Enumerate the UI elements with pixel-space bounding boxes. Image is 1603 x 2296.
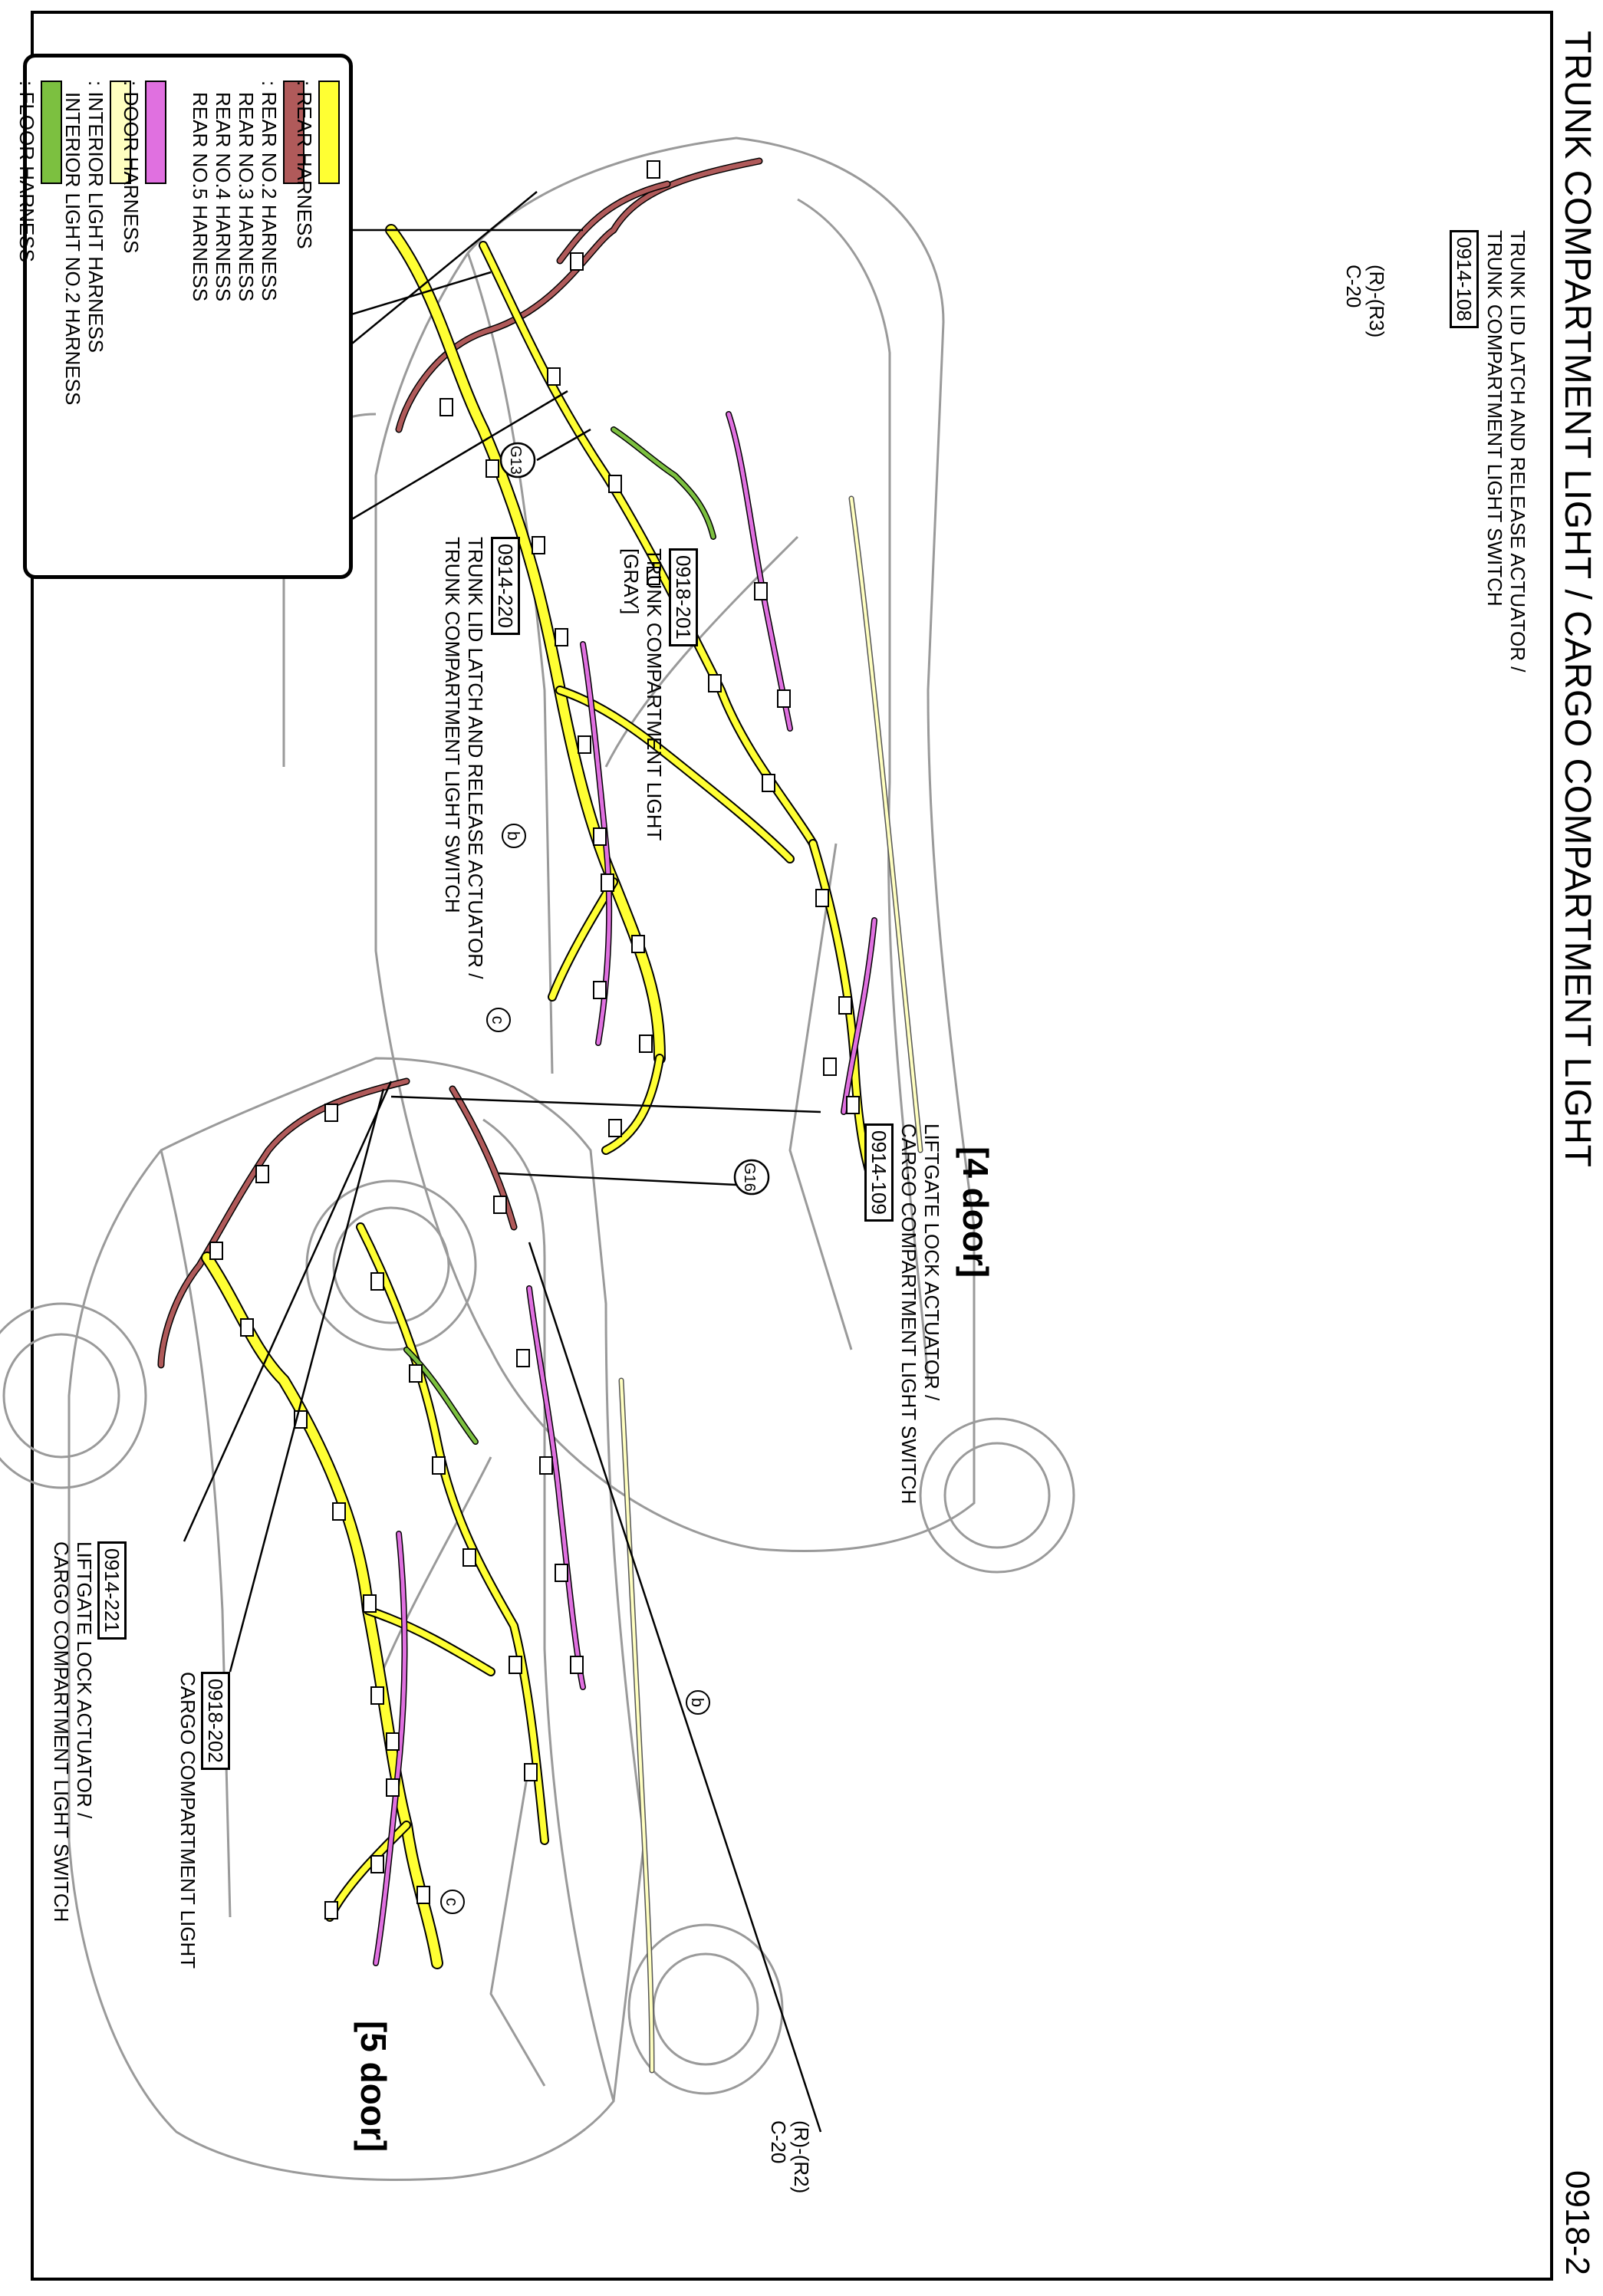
car-body-4door — [284, 138, 1074, 1572]
callout-code-0918-202: 0918-202 — [201, 1672, 230, 1770]
callout-text-0914-109: LIFTGATE LOCK ACTUATOR / CARGO COMPARTMENT LIGHT SWITCH — [897, 1123, 943, 1505]
callout-text-0918-201: TRUNK COMPARTMENT LIGHT [GRAY] — [620, 548, 666, 841]
marker-c-4door: c — [489, 1015, 508, 1025]
callout-code-0918-201: 0918-201 — [669, 548, 698, 646]
callout-text-0914-108: TRUNK LID LATCH AND RELEASE ACTUATOR / TRUNK COMPARTMENT LIGHT SWITCH — [1483, 230, 1529, 673]
legend-label-floor: : FLOOR HARNESS — [15, 81, 38, 262]
legend-label-rear-no3: REAR NO.3 HARNESS — [235, 92, 258, 302]
heading-5-door: [5 door] — [354, 2021, 393, 2153]
callout-text-0914-221: LIFTGATE LOCK ACTUATOR / CARGO COMPARTMENT LIGHT SWITCH — [50, 1541, 96, 1923]
legend-label-rear-no4: REAR NO.4 HARNESS — [212, 92, 235, 302]
ground-5door — [441, 1160, 769, 1913]
harness-5door — [161, 1081, 652, 2071]
heading-4-door: [4 door] — [956, 1146, 996, 1278]
callout-c20-r3: (R)-(R3) C-20 — [1342, 265, 1388, 338]
callout-code-0914-109: 0914-109 — [864, 1123, 894, 1222]
page-number: 0918-2 — [1559, 2170, 1596, 2276]
legend-swatch-rear — [318, 81, 340, 184]
callout-code-0914-108: 0914-108 — [1450, 230, 1479, 328]
legend-swatch-floor — [41, 81, 62, 184]
ground-label-g13: G13 — [507, 446, 524, 475]
legend-label-interior-no2: INTERIOR LIGHT NO.2 HARNESS — [61, 92, 84, 406]
legend-label-interior: : INTERIOR LIGHT HARNESS — [84, 81, 107, 353]
legend-label-door: : DOOR HARNESS — [120, 81, 143, 254]
marker-c-5door: c — [443, 1897, 462, 1906]
callout-c20-r2: (R)-(R2) C-20 — [767, 2120, 813, 2194]
legend-label-rear: : REAR HARNESS — [293, 81, 316, 249]
harness-color-legend — [15, 54, 353, 579]
legend-label-rear-no2: : REAR NO.2 HARNESS — [258, 81, 281, 301]
page-title: TRUNK COMPARTMENT LIGHT / CARGO COMPARTMENT LIGHT — [1557, 31, 1598, 1168]
marker-b-5door: b — [688, 1697, 707, 1708]
ground-label-g16: G16 — [741, 1163, 758, 1192]
callout-code-0914-220: 0914-220 — [491, 537, 520, 635]
connectors-5door — [210, 1104, 583, 1919]
legend-label-rear-no5: REAR NO.5 HARNESS — [189, 92, 212, 302]
callout-text-0918-202: CARGO COMPARTMENT LIGHT — [176, 1672, 199, 1969]
callout-text-0914-220: TRUNK LID LATCH AND RELEASE ACTUATOR / TRUNK COMPARTMENT LIGHT SWITCH — [441, 537, 487, 979]
marker-b-4door: b — [504, 831, 523, 841]
legend-swatch-door — [145, 81, 166, 184]
callout-code-0914-221: 0914-221 — [97, 1541, 127, 1640]
